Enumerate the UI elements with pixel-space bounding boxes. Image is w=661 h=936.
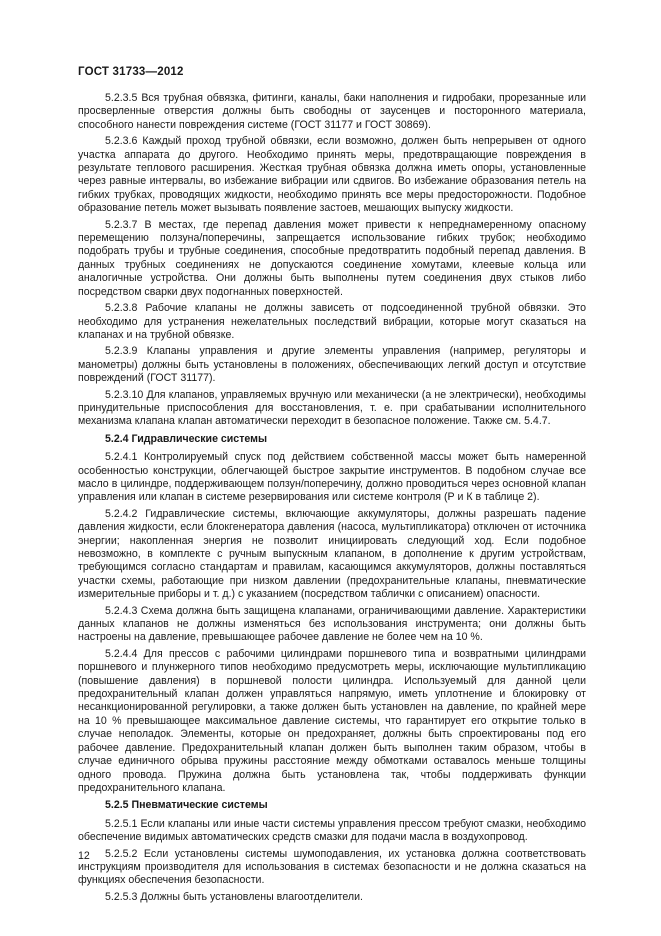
paragraph-5-2-3-8: 5.2.3.8 Рабочие клапаны не должны зависеть от подсоединенной трубной обвязки. Это необходимо для устранения нежелательных последствий вибрации, которые могут сказаться на клапанах и на трубной обвязке. xyxy=(78,302,586,341)
paragraph-5-2-5-1: 5.2.5.1 Если клапаны или иные части системы управления прессом требуют смазки, необходимо обеспечение видимых автоматических средств смазки для подачи масла в воздухопровод. xyxy=(78,817,586,844)
paragraph-5-2-3-9: 5.2.3.9 Клапаны управления и другие элементы управления (например, регуляторы и манометры) должны быть установлены в положениях, обеспечивающих легкий доступ и отсутствие повреждений (ГОСТ 31177). xyxy=(78,345,586,385)
paragraph-5-2-4-1: 5.2.4.1 Контролируемый спуск под действием собственной массы может быть намеренной особенностью конструкции, облегчающей быстрое закрытие инструментов. В подобном случае все масло в цилиндре, поддерживающем ползун/поперечину, должно проводиться через основной клапан управления или клапан в системе резервирования или системе контроля (Р и К в таблице 2). xyxy=(78,451,586,504)
paragraph-5-2-5-3: 5.2.5.3 Должны быть установлены влагоотделители. xyxy=(105,890,363,903)
page-number: 12 xyxy=(78,850,90,862)
paragraph-5-2-3-5: 5.2.3.5 Вся трубная обвязка, фитинги, каналы, баки наполнения и гидробаки, прорезанные или просверленные отверстия должны быть свободны от заусенцев и посторонного материала, способного нанести повреждения системе (ГОСТ 31177 и ГОСТ 30869). xyxy=(78,92,586,131)
section-heading-5-2-4: 5.2.4 Гидравлические системы xyxy=(105,432,268,445)
paragraph-5-2-3-7: 5.2.3.7 В местах, где перепад давления может привести к непреднамеренному опасному перемещению ползуна/поперечины, запрещается использование гибких трубок; необходимо подобрать трубы и трубные соединения, способные предотвратить подобный перепад давления. В данных трубных соединениях не допускаются соединение хомутами, клеевые кольца или аналогичные устройства. Они должны быть выполнены путем соединения двух стыков либо посредством сварки двух подогнанных поверхностей. xyxy=(78,218,586,298)
paragraph-5-2-4-4: 5.2.4.4 Для прессов с рабочими цилиндрами поршневого типа и возвратными цилиндрами поршневого и плунжерного типов необходимо предусмотреть меры, исключающие мультипликацию (повышение давления) в поршневой полости цилиндра. Используемый для данной цели предохранительный клапан должен управляться напрямую, иметь уплотнение и блокировку от несанкционированной регулировки, а также должен быть установлен на давление, по крайней мере на 10 % превышающее максимальное давление системы, что гарантирует его открытие только в случае неполадок. Элементы, которые он предохраняет, должны быть спроектированы под его рабочее давление. Предохранительный клапан должен быть выполнен таким образом, чтобы в случае единичного обрыва пружины расстояние между обмотками оставалось меньше толщины одного провода. Пружина должна быть установлена так, чтобы поддерживать функции предохранительного клапана. xyxy=(78,647,586,794)
paragraph-5-2-3-10: 5.2.3.10 Для клапанов, управляемых вручную или механически (а не электрически), необходимы принудительные приспособления для восстановления, т. е. при срабатывании исполнительного механизма клапана клапан автоматически переходит в безопасное положение. Также см. 5.4.7. xyxy=(78,388,586,428)
paragraph-5-2-4-3: 5.2.4.3 Схема должна быть защищена клапанами, ограничивающими давление. Характеристики данных клапанов не должны изменяться без использования инструмента; они должны быть настроены на давление, превышающее рабочее давление не более чем на 10 %. xyxy=(78,604,586,644)
paragraph-5-2-4-2: 5.2.4.2 Гидравлические системы, включающие аккумуляторы, должны разрешать падение давления жидкости, если блокгенератора давления (насоса, мультипликатора) отключен от источника энергии; накопленная энергия не позволит инициировать следующий ход. Если подобное невозможно, в комплекте с ручным выпускным клапаном, в дополнение к другим устройствам, требующимся согласно стандартам и правилам, касающимся аккумуляторов, должны поставляться участки схемы, работающие при низком давлении (предохранительные клапаны, пневматические измерительные приборы и т. д.) с указанием (посредством таблички с описанием) опасности. xyxy=(78,507,586,601)
document-body xyxy=(78,92,586,907)
paragraph-5-2-5-2: 5.2.5.2 Если установлены системы шумоподавления, их установка должна соответствовать инструкциям производителя для использования в системах безопасности и не должна сказаться на функциях обеспечения безопасности. xyxy=(78,847,586,887)
paragraph-5-2-3-6: 5.2.3.6 Каждый проход трубной обвязки, если возможно, должен быть непрерывен от одного участка аппарата до другого. Необходимо принять меры, предотвращающие повреждения в результате теплового расширения. Жесткая трубная обвязка должна иметь опоры, установленные через равные интервалы, во избежание вибрации или сдвигов. Во избежание образования петель на гибких трубках, проводящих жидкости, необходимо принять все меры предосторожности. Подобное образование петель может вызывать появление застоев, мешающих выпуску жидкости. xyxy=(78,135,586,215)
section-heading-5-2-5: 5.2.5 Пневматические системы xyxy=(105,799,268,812)
document-header: ГОСТ 31733—2012 xyxy=(78,66,184,78)
